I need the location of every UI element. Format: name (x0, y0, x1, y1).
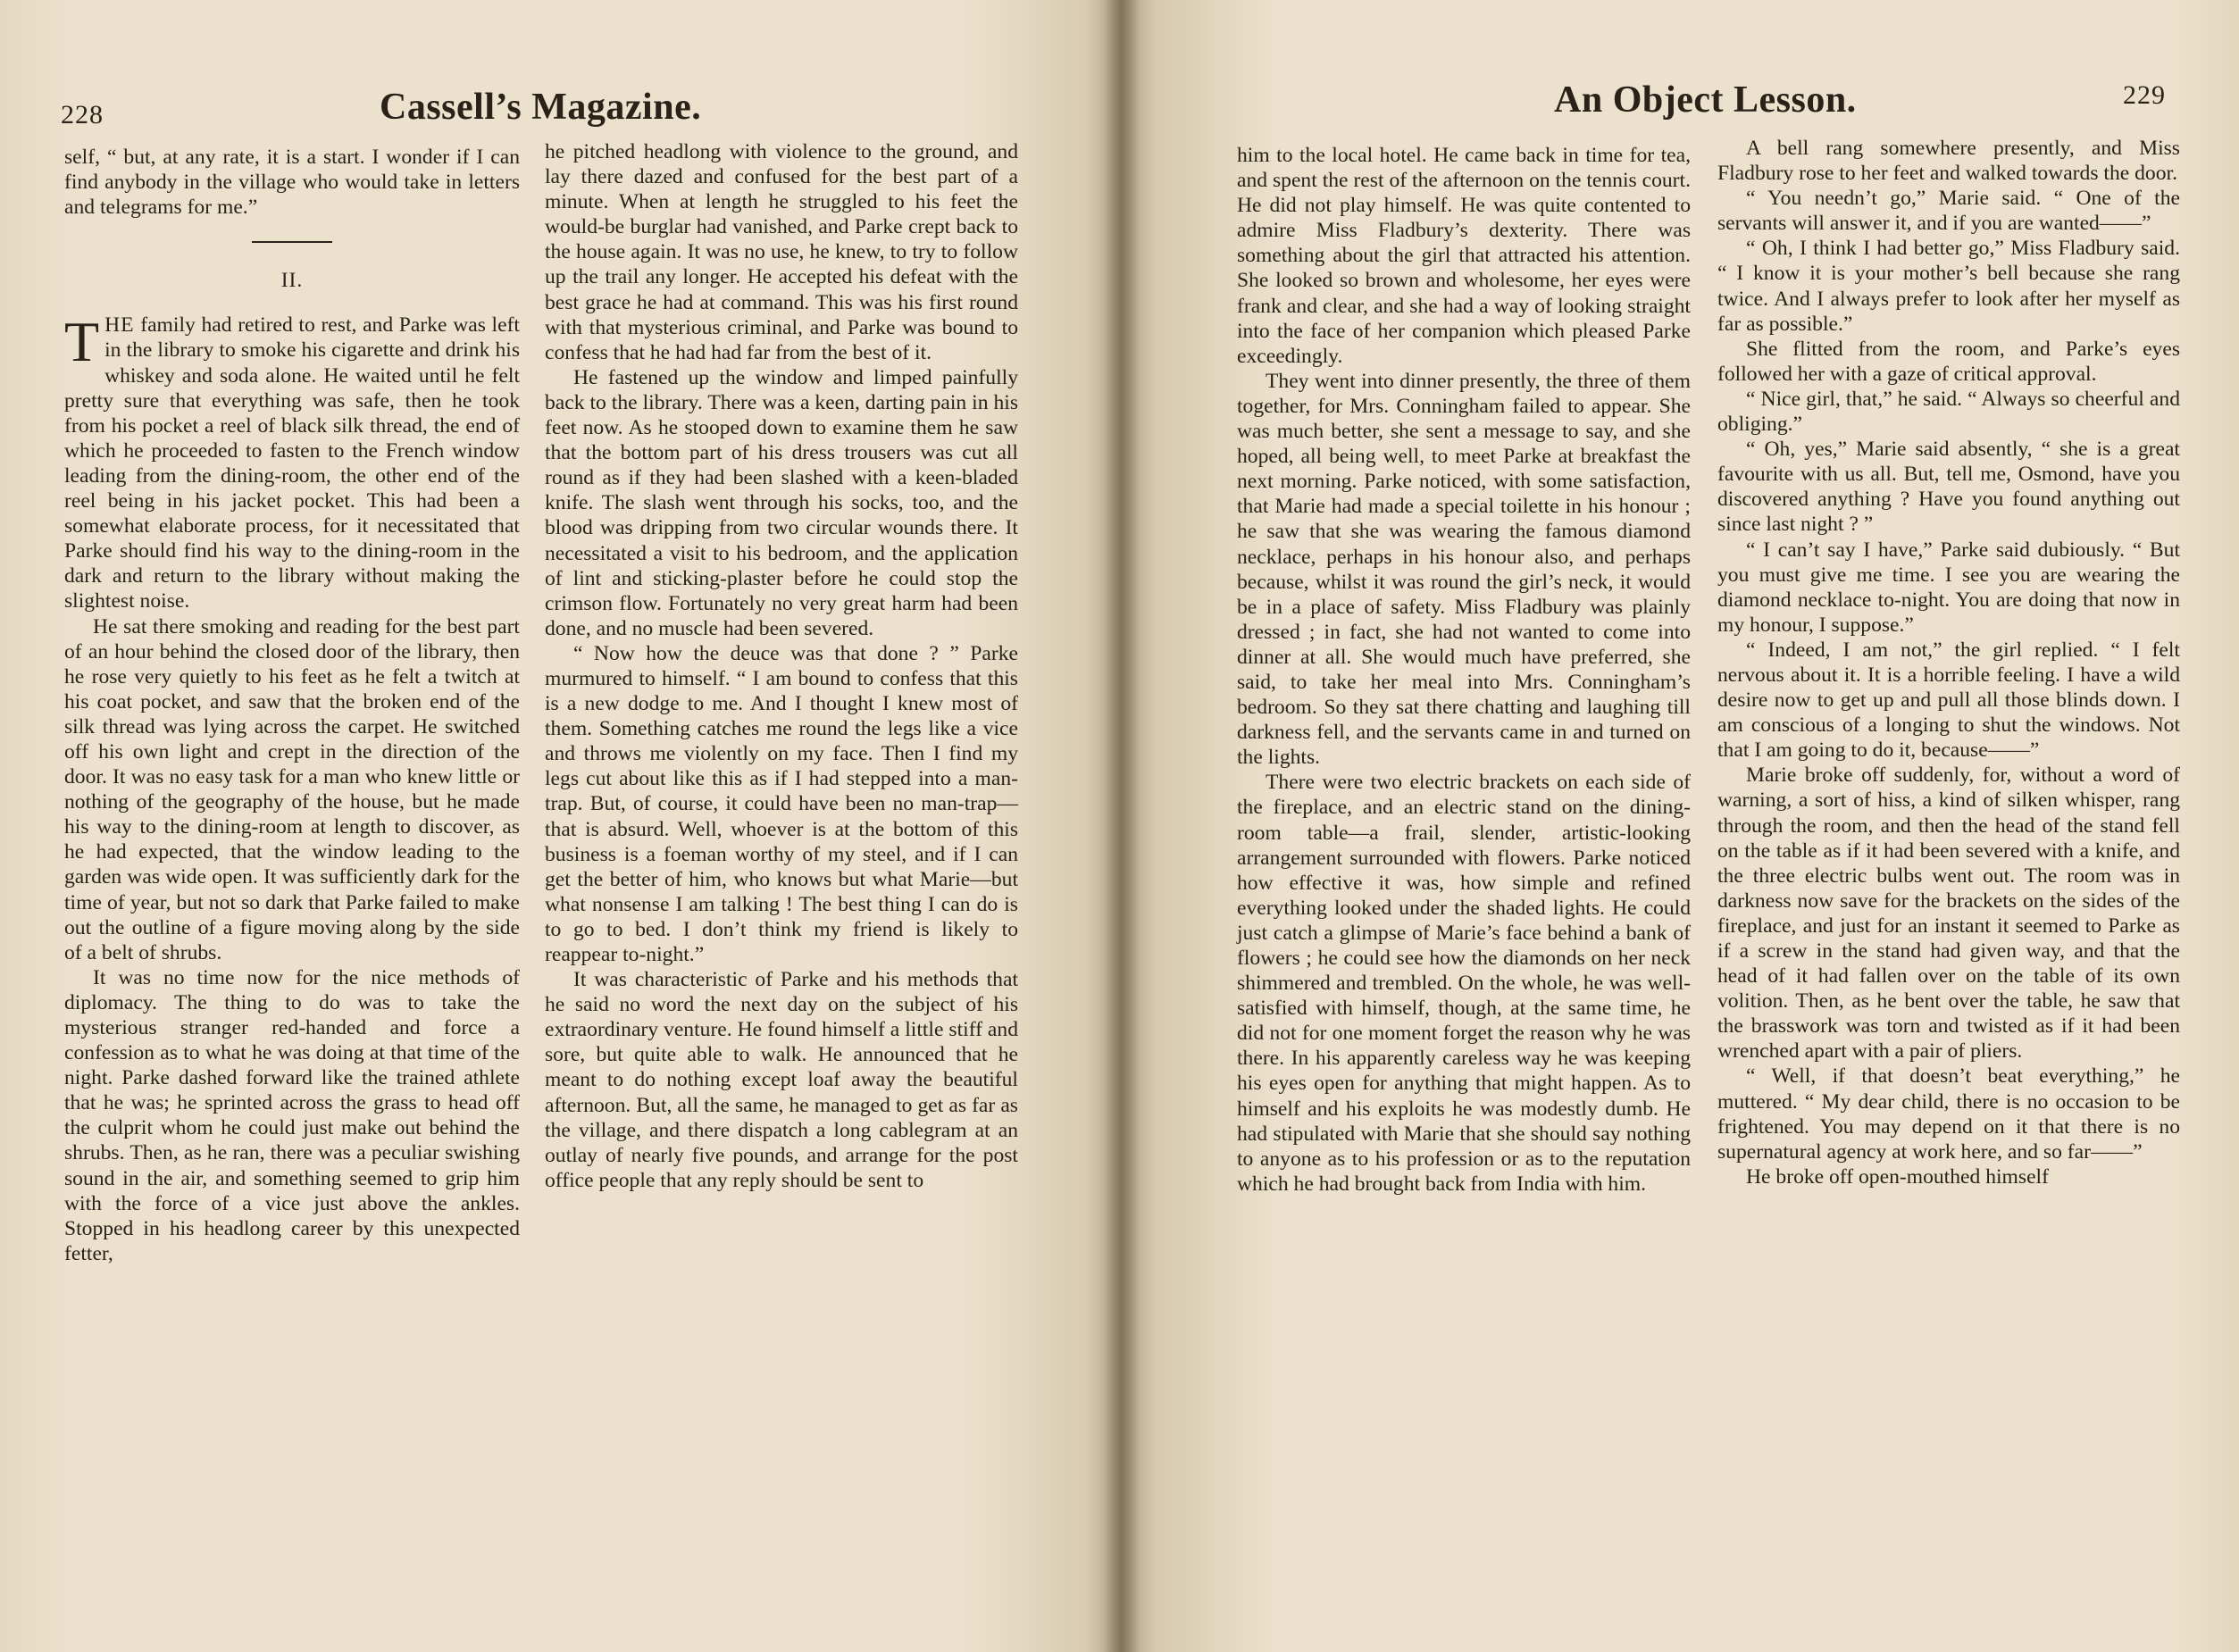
paragraph: A bell rang somewhere presently, and Miss Fladbury rose to her feet and walked towards the door. (1717, 137, 2180, 186)
paragraph: self, “ but, at any rate, it is a start. I wonder if I can find anybody in the village who would take in letters and telegrams for me.” (64, 146, 520, 220)
small-caps-lead: HE (104, 313, 135, 338)
text-column-2 (545, 139, 1018, 1193)
section-rule (252, 241, 332, 243)
paragraph: “ Oh, I think I had better go,” Miss Fladbury said. “ I know it is your mother’s bell because she rang twice. And I always prefer to look after her myself as far as possible.” (1717, 237, 2180, 336)
paragraph (64, 310, 520, 613)
text-column-1 (1237, 143, 1691, 1197)
paragraph: “ Now how the deuce was that done ? ” Parke murmured to himself. “ I am bound to confess that this is a new dodge to me. And I thought I knew most of them. Something catches me round the legs like a vice and throws me violently on my face. Then I find my legs cut about like this as if I had stepped into a man-trap. But, of course, it could have been no man-trap—that is absurd. Well, whoever is at the bottom of this business is a foeman worthy of my steel, and if I can get the better of him, who knows but what Marie—but what nonsense I am talking ! The best thing I can do is to go to bed. I don’t think my friend is likely to reappear to-night.” (545, 641, 1018, 966)
paragraph: She flitted from the room, and Parke’s eyes followed her with a gaze of critical approval. (1717, 337, 2180, 386)
paragraph: They went into dinner presently, the three of them together, for Mrs. Conningham failed to appear. She was much better, she sent a message to say, and she hoped, all being well, to meet Parke at breakfast the next morning. Parke noticed, with some satisfaction, that Marie had made a special toilette in his honour ; he saw that she was wearing the famous diamond necklace, perhaps in his honour also, and perhaps because, whilst it was round the girl’s neck, it would be in a place of safety. Miss Fladbury was plainly dressed ; in fact, she had not wanted to come into dinner at all. She would much have preferred, she said, to take her meal into Mrs. Conningham’s bedroom. So they sat there chatting and laughing till darkness fell, and the servants came in and turned on the lights. (1237, 369, 1691, 770)
paragraph: It was no time now for the nice methods of diplomacy. The thing to do was to take the mysterious stranger red-handed and force a confession as to what he was doing at that time of the night. Parke dashed forward like the trained athlete that he was; he sprinted across the grass to head off the culprit whom he could just make out behind the shrubs. Then, as he ran, there was a peculiar swishing sound in the air, and something seemed to grip him with the force of a vice just above the ankles. Stopped in his headlong career by this unexpected fetter, (64, 965, 520, 1265)
paragraph: He fastened up the window and limped painfully back to the library. There was a keen, darting pain in his feet now. As he stooped down to examine them he saw that the bottom part of his dress trousers was cut all round as if they had been slashed with a keen-bladed knife. The slash went through his socks, too, and the blood was dripping from two circular wounds there. It necessitated a visit to his bedroom, and the application of lint and sticking-plaster before he could stop the crimson flow. Fortunately no very great harm had been done, and no muscle had been severed. (545, 365, 1018, 640)
paragraph: “ Well, if that doesn’t beat everything,” he muttered. “ My dear child, there is no occasion to be frightened. You may depend on it that there is no supernatural agency at work here, and so far——” (1717, 1064, 2180, 1164)
drop-cap: T (64, 310, 100, 374)
page-number: 228 (61, 100, 104, 129)
section-heading: II. (280, 269, 304, 293)
paragraph: he pitched headlong with violence to the ground, and lay there dazed and confused for the best part of a minute. When at length he struggled to his feet the would-be burglar had vanished, and Parke crept back to the house again. It was no use, he knew, to try to follow up the trail any longer. He accepted his defeat with the best grace he had at command. This was his first round with that mysterious criminal, and Parke was bound to confess that he had had far from the best of it. (545, 140, 1018, 364)
text-column-2 (1717, 136, 2180, 1189)
paragraph: He broke off open-mouthed himself (1746, 1164, 2049, 1189)
running-title: Cassell’s Magazine. (380, 87, 702, 128)
page-number: 229 (2123, 80, 2166, 110)
paragraph: him to the local hotel. He came back in time for tea, and spent the rest of the afternoon on the tennis court. He did not play himself. He was quite contented to admire Miss Fladbury’s dexterity. There was something about the girl that attracted his attention. She looked so brown and wholesome, her eyes were frank and clear, and she had a way of looking straight into the face of her companion which pleased Parke exceedingly. (1237, 144, 1691, 368)
paragraph: “ Indeed, I am not,” the girl replied. “ I felt nervous about it. It is a horrible feeling. I have a wild desire now to get up and pull all those blinds down. I am conscious of a longing to shut the windows. Not that I am going to do it, because——” (1717, 638, 2180, 763)
book-gutter (1104, 0, 1140, 1652)
paragraph: “ You needn’t go,” Marie said. “ One of the servants will answer it, and if you are wanted——” (1717, 187, 2180, 236)
right-page (1121, 0, 2239, 1652)
paragraph-text: family had retired to rest, and Parke was left in the library to smoke his cigarette and drink his whiskey and soda alone. He waited until he felt pretty sure that everything was safe, then he took from his pocket a reel of black silk thread, the end of which he proceeded to fasten to the French window leading from the dining-room, the other end of the reel being in his jacket pocket. This had been a somewhat elaborate process, for it necessitated that Parke should find his way to the dining-room in the dark and return to the library without making the slightest noise. (64, 313, 520, 613)
paragraph: It was characteristic of Parke and his methods that he said no word the next day on the subject of his extraordinary venture. He found himself a little stiff and sore, but quite able to walk. He announced that he meant to do nothing except loaf away the beautiful afternoon. But, all the same, he managed to get as far as the village, and there dispatch a long cablegram at an outlay of nearly five pounds, and arrange for the post office people that any reply should be sent to (545, 968, 1018, 1192)
paragraph: “ Oh, yes,” Marie said absently, “ she is a great favourite with us all. But, tell me, Osmond, have you discovered anything ? Have you found anything out since last night ? ” (1717, 438, 2180, 537)
running-title: An Object Lesson. (1554, 79, 1857, 121)
paragraph: There were two electric brackets on each side of the fireplace, and an electric stand on the dining-room table—a frail, slender, artistic-looking arrangement surrounded with flowers. Parke noticed how effective it was, how simple and refined everything looked under the shaded lights. He could just catch a glimpse of Marie’s face behind a bank of flowers ; he could see how the diamonds on her neck shimmered and trembled. On the whole, he was well-satisfied with himself, though, at the same time, he did not for one moment forget the reason why he was there. In his apparently careless way he was keeping his eyes open for anything that might happen. As to himself and his exploits he was modestly dumb. He had stipulated with Marie that she should say nothing to anyone as to his profession or as to the reputation which he had brought back from India with him. (1237, 771, 1691, 1196)
paragraph: Marie broke off suddenly, for, without a word of warning, a sort of hiss, a kind of silken whisper, rang through the room, and then the head of the stand fell on the table as if it had been severed with a knife, and the three electric bulbs went out. The room was in darkness now save for the brackets on the sides of the fireplace, and just for an instant it seemed to Parke as if a screw in the stand had given way, and that the head of it had fallen over on the table of its own volition. Then, as he bent over the table, he saw that the brasswork was torn and twisted as if it had been wrenched apart with a pair of pliers. (1717, 763, 2180, 1064)
paragraph: “ Nice girl, that,” he said. “ Always so cheerful and obliging.” (1717, 387, 2180, 437)
text-column-1 (64, 145, 520, 1266)
paragraph: “ I can’t say I have,” Parke said dubiously. “ But you must give me time. I see you are wearing the diamond necklace to-night. You are doing that now in my honour, I suppose.” (1717, 538, 2180, 637)
paragraph: He sat there smoking and reading for the best part of an hour behind the closed door of the library, then he rose very quietly to his feet as he felt a twitch at his coat pocket, and saw that the broken end of the silk thread was lying across the carpet. He switched off his own light and crept in the direction of the door. It was no easy task for a man who knew little or nothing of the geography of the house, but he made his way to the dining-room at length to discover, as he had expected, that the window leading to the garden was wide open. It was sufficiently dark for the time of year, but not so dark that Parke failed to make out the outline of a figure moving along by the side of a belt of shrubs. (64, 614, 520, 964)
